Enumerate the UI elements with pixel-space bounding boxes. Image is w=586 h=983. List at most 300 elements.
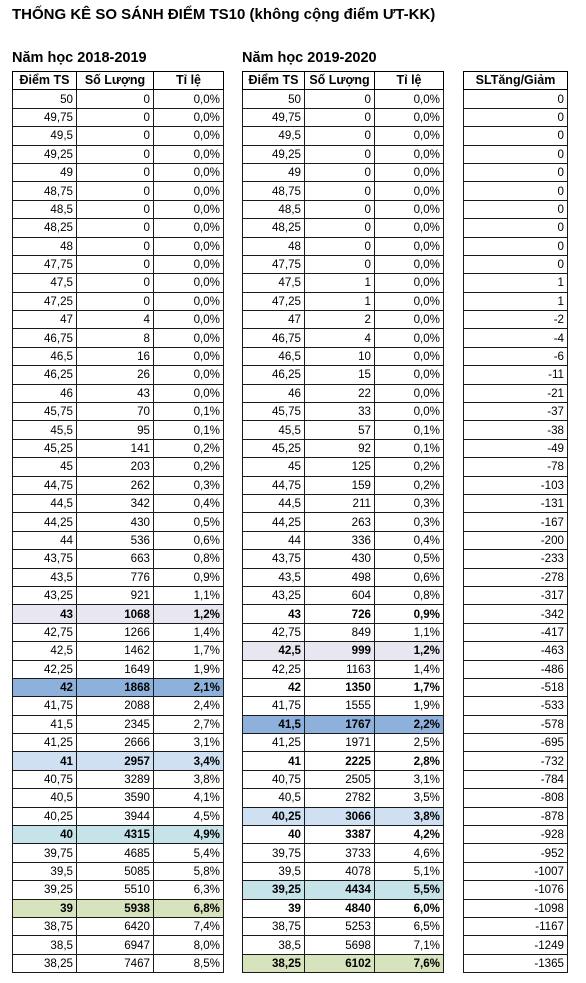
cell-ti-le: 0,0%	[375, 347, 444, 365]
cell-so-luong: 1350	[305, 678, 375, 696]
cell-diem-ts: 45	[243, 458, 305, 476]
cell-so-luong: 2505	[305, 770, 375, 788]
table-row	[464, 311, 568, 329]
cell-so-luong: 0	[305, 182, 375, 200]
table-row	[243, 163, 444, 181]
cell-sl-tang-giam: -38	[464, 421, 568, 439]
cell-sl-tang-giam: -4	[464, 329, 568, 347]
cell-so-luong: 0	[77, 274, 154, 292]
cell-ti-le: 0,1%	[375, 439, 444, 457]
cell-ti-le: 0,9%	[375, 605, 444, 623]
cell-so-luong: 430	[305, 550, 375, 568]
cell-diem-ts: 41,75	[243, 697, 305, 715]
table-row	[243, 715, 444, 733]
cell-so-luong: 1462	[77, 642, 154, 660]
cell-so-luong: 4078	[305, 862, 375, 880]
cell-ti-le: 4,9%	[154, 826, 224, 844]
cell-diem-ts: 49,5	[243, 127, 305, 145]
table-row	[243, 550, 444, 568]
cell-ti-le: 2,1%	[154, 678, 224, 696]
cell-so-luong: 263	[305, 513, 375, 531]
cell-ti-le: 0,6%	[154, 531, 224, 549]
table-row	[464, 163, 568, 181]
cell-ti-le: 0,0%	[375, 292, 444, 310]
cell-so-luong: 921	[77, 586, 154, 604]
cell-so-luong: 5938	[77, 899, 154, 917]
table-row	[13, 458, 224, 476]
cell-sl-tang-giam: 0	[464, 200, 568, 218]
table-row	[464, 734, 568, 752]
cell-ti-le: 4,1%	[154, 789, 224, 807]
cell-sl-tang-giam: -49	[464, 439, 568, 457]
table-row	[13, 715, 224, 733]
cell-diem-ts: 46,25	[13, 366, 77, 384]
table-row	[243, 623, 444, 641]
cell-diem-ts: 45	[13, 458, 77, 476]
cell-diem-ts: 43,5	[243, 568, 305, 586]
cell-so-luong: 498	[305, 568, 375, 586]
cell-ti-le: 7,1%	[375, 936, 444, 954]
year-2019-2020-label: Năm học 2019-2020	[242, 50, 377, 66]
cell-so-luong: 3066	[305, 807, 375, 825]
cell-diem-ts: 46,5	[13, 347, 77, 365]
cell-diem-ts: 39,75	[13, 844, 77, 862]
cell-so-luong: 3733	[305, 844, 375, 862]
cell-ti-le: 0,0%	[154, 127, 224, 145]
table-row	[464, 366, 568, 384]
table-row	[243, 568, 444, 586]
cell-diem-ts: 39,25	[13, 881, 77, 899]
cell-ti-le: 0,0%	[375, 145, 444, 163]
cell-sl-tang-giam: 0	[464, 163, 568, 181]
cell-ti-le: 0,2%	[375, 476, 444, 494]
cell-diem-ts: 49,75	[243, 108, 305, 126]
cell-sl-tang-giam: 1	[464, 274, 568, 292]
table-row	[13, 862, 224, 880]
cell-ti-le: 0,1%	[154, 403, 224, 421]
cell-diem-ts: 46	[243, 384, 305, 402]
table-row	[243, 237, 444, 255]
cell-diem-ts: 50	[13, 90, 77, 108]
cell-ti-le: 0,0%	[154, 145, 224, 163]
table-row	[243, 917, 444, 935]
cell-so-luong: 0	[305, 127, 375, 145]
cell-ti-le: 3,5%	[375, 789, 444, 807]
cell-so-luong: 0	[305, 108, 375, 126]
cell-so-luong: 2345	[77, 715, 154, 733]
cell-so-luong: 0	[305, 163, 375, 181]
table-row	[13, 513, 224, 531]
cell-diem-ts: 49	[243, 163, 305, 181]
cell-so-luong: 70	[77, 403, 154, 421]
table-row	[13, 329, 224, 347]
cell-ti-le: 5,8%	[154, 862, 224, 880]
table-row	[243, 90, 444, 108]
cell-diem-ts: 43,5	[13, 568, 77, 586]
cell-ti-le: 0,2%	[154, 439, 224, 457]
cell-ti-le: 2,2%	[375, 715, 444, 733]
cell-so-luong: 57	[305, 421, 375, 439]
cell-ti-le: 0,0%	[375, 108, 444, 126]
cell-ti-le: 4,2%	[375, 826, 444, 844]
cell-sl-tang-giam: -11	[464, 366, 568, 384]
table-row	[13, 660, 224, 678]
cell-diem-ts: 40,25	[13, 807, 77, 825]
cell-sl-tang-giam: 0	[464, 182, 568, 200]
cell-ti-le: 3,8%	[154, 770, 224, 788]
cell-diem-ts: 43,75	[13, 550, 77, 568]
table-row	[464, 917, 568, 935]
table-row	[13, 936, 224, 954]
cell-sl-tang-giam: -37	[464, 403, 568, 421]
cell-diem-ts: 42,75	[13, 623, 77, 641]
table-row	[464, 292, 568, 310]
table-row	[464, 237, 568, 255]
cell-ti-le: 6,8%	[154, 899, 224, 917]
table-row	[13, 605, 224, 623]
table-row	[243, 844, 444, 862]
table-row	[243, 881, 444, 899]
table-row	[464, 954, 568, 972]
table-row	[243, 145, 444, 163]
cell-so-luong: 0	[77, 292, 154, 310]
cell-ti-le: 0,0%	[154, 200, 224, 218]
table-row	[243, 219, 444, 237]
cell-ti-le: 0,9%	[154, 568, 224, 586]
cell-sl-tang-giam: -167	[464, 513, 568, 531]
cell-ti-le: 7,4%	[154, 917, 224, 935]
cell-diem-ts: 44,75	[13, 476, 77, 494]
cell-sl-tang-giam: -131	[464, 494, 568, 512]
cell-sl-tang-giam: 0	[464, 237, 568, 255]
table-row	[13, 127, 224, 145]
table-row	[243, 660, 444, 678]
cell-ti-le: 5,4%	[154, 844, 224, 862]
table-row	[464, 255, 568, 273]
table-2018-2019	[12, 71, 224, 973]
cell-diem-ts: 42,25	[243, 660, 305, 678]
cell-so-luong: 3590	[77, 789, 154, 807]
table-row	[464, 678, 568, 696]
cell-sl-tang-giam: -808	[464, 789, 568, 807]
cell-so-luong: 0	[77, 182, 154, 200]
cell-diem-ts: 49,75	[13, 108, 77, 126]
cell-ti-le: 4,5%	[154, 807, 224, 825]
cell-ti-le: 0,1%	[154, 421, 224, 439]
table-row	[243, 329, 444, 347]
cell-so-luong: 342	[77, 494, 154, 512]
col-header-so-luong: Số Lượng	[77, 72, 154, 90]
table-row	[464, 789, 568, 807]
table-row	[464, 421, 568, 439]
table-row	[243, 642, 444, 660]
cell-ti-le: 6,5%	[375, 917, 444, 935]
table-row	[243, 678, 444, 696]
table-row	[13, 917, 224, 935]
cell-diem-ts: 45,25	[243, 439, 305, 457]
cell-diem-ts: 41,25	[13, 734, 77, 752]
table-row	[464, 329, 568, 347]
cell-diem-ts: 38,25	[243, 954, 305, 972]
cell-diem-ts: 40,75	[243, 770, 305, 788]
col-header-ti-le: Tỉ lệ	[154, 72, 224, 90]
table-row	[243, 697, 444, 715]
cell-so-luong: 95	[77, 421, 154, 439]
table-row	[13, 881, 224, 899]
table-row	[243, 200, 444, 218]
table-row	[13, 403, 224, 421]
table-row	[13, 734, 224, 752]
cell-ti-le: 0,1%	[375, 421, 444, 439]
table-row	[243, 439, 444, 457]
table-row	[13, 678, 224, 696]
cell-ti-le: 0,0%	[375, 311, 444, 329]
cell-so-luong: 1163	[305, 660, 375, 678]
table-row	[464, 531, 568, 549]
cell-ti-le: 5,5%	[375, 881, 444, 899]
cell-ti-le: 0,0%	[154, 182, 224, 200]
cell-so-luong: 1266	[77, 623, 154, 641]
cell-so-luong: 1	[305, 274, 375, 292]
table-row	[243, 366, 444, 384]
cell-so-luong: 1971	[305, 734, 375, 752]
table-row	[243, 770, 444, 788]
cell-diem-ts: 42	[243, 678, 305, 696]
cell-so-luong: 5085	[77, 862, 154, 880]
cell-diem-ts: 48	[13, 237, 77, 255]
cell-so-luong: 0	[305, 145, 375, 163]
page-title: THỐNG KÊ SO SÁNH ĐIỂM TS10 (không cộng điểm ƯT-KK)	[12, 6, 436, 23]
table-sl-tang-giam	[463, 71, 568, 973]
cell-ti-le: 0,0%	[375, 163, 444, 181]
cell-ti-le: 2,7%	[154, 715, 224, 733]
table-row	[13, 237, 224, 255]
cell-ti-le: 0,5%	[154, 513, 224, 531]
cell-ti-le: 0,0%	[154, 90, 224, 108]
table-row	[13, 899, 224, 917]
cell-so-luong: 5510	[77, 881, 154, 899]
cell-ti-le: 5,1%	[375, 862, 444, 880]
cell-ti-le: 3,1%	[375, 770, 444, 788]
cell-so-luong: 4315	[77, 826, 154, 844]
table-row	[13, 200, 224, 218]
cell-diem-ts: 47,75	[13, 255, 77, 273]
cell-diem-ts: 38,5	[13, 936, 77, 954]
cell-ti-le: 0,0%	[154, 274, 224, 292]
cell-ti-le: 0,0%	[375, 127, 444, 145]
cell-diem-ts: 49,25	[243, 145, 305, 163]
cell-so-luong: 2782	[305, 789, 375, 807]
table-row	[464, 770, 568, 788]
table-row	[13, 807, 224, 825]
cell-diem-ts: 44,5	[243, 494, 305, 512]
cell-ti-le: 0,0%	[154, 255, 224, 273]
cell-sl-tang-giam: -103	[464, 476, 568, 494]
cell-so-luong: 0	[77, 219, 154, 237]
cell-ti-le: 1,4%	[154, 623, 224, 641]
cell-diem-ts: 46,5	[243, 347, 305, 365]
cell-ti-le: 0,0%	[154, 366, 224, 384]
table-row	[243, 494, 444, 512]
table-row	[13, 439, 224, 457]
cell-ti-le: 4,6%	[375, 844, 444, 862]
table-row	[13, 384, 224, 402]
table-row	[13, 219, 224, 237]
cell-ti-le: 0,0%	[154, 292, 224, 310]
cell-so-luong: 0	[77, 127, 154, 145]
cell-sl-tang-giam: -928	[464, 826, 568, 844]
cell-so-luong: 663	[77, 550, 154, 568]
cell-sl-tang-giam: -1007	[464, 862, 568, 880]
cell-so-luong: 6420	[77, 917, 154, 935]
cell-sl-tang-giam: -533	[464, 697, 568, 715]
table-row	[464, 623, 568, 641]
cell-so-luong: 5698	[305, 936, 375, 954]
cell-so-luong: 1555	[305, 697, 375, 715]
cell-ti-le: 0,0%	[154, 311, 224, 329]
cell-diem-ts: 39	[13, 899, 77, 917]
table-row	[13, 697, 224, 715]
table-row	[464, 458, 568, 476]
cell-diem-ts: 47,5	[243, 274, 305, 292]
cell-diem-ts: 45,5	[13, 421, 77, 439]
cell-diem-ts: 41,5	[13, 715, 77, 733]
table-row	[13, 586, 224, 604]
cell-ti-le: 1,7%	[375, 678, 444, 696]
cell-diem-ts: 44,25	[243, 513, 305, 531]
table-row	[13, 550, 224, 568]
cell-so-luong: 6102	[305, 954, 375, 972]
table-row	[243, 586, 444, 604]
cell-so-luong: 43	[77, 384, 154, 402]
table-row	[464, 568, 568, 586]
table-row	[243, 421, 444, 439]
cell-diem-ts: 47,75	[243, 255, 305, 273]
cell-diem-ts: 41	[13, 752, 77, 770]
cell-so-luong: 849	[305, 623, 375, 641]
table-row	[13, 182, 224, 200]
cell-ti-le: 0,0%	[375, 384, 444, 402]
year-2018-2019-label: Năm học 2018-2019	[12, 50, 147, 66]
cell-diem-ts: 43,75	[243, 550, 305, 568]
cell-diem-ts: 42,5	[13, 642, 77, 660]
cell-diem-ts: 42,25	[13, 660, 77, 678]
table-row	[464, 807, 568, 825]
cell-so-luong: 726	[305, 605, 375, 623]
table-row	[243, 108, 444, 126]
cell-ti-le: 0,0%	[375, 329, 444, 347]
table-row	[243, 936, 444, 954]
table-row	[243, 311, 444, 329]
cell-ti-le: 1,9%	[154, 660, 224, 678]
table-row	[13, 311, 224, 329]
table-row	[243, 458, 444, 476]
cell-so-luong: 159	[305, 476, 375, 494]
cell-diem-ts: 50	[243, 90, 305, 108]
table-row	[464, 697, 568, 715]
table-row	[464, 108, 568, 126]
cell-sl-tang-giam: -233	[464, 550, 568, 568]
table-row	[464, 550, 568, 568]
cell-diem-ts: 41,5	[243, 715, 305, 733]
cell-so-luong: 1868	[77, 678, 154, 696]
table-row	[464, 660, 568, 678]
cell-so-luong: 999	[305, 642, 375, 660]
table-row	[13, 108, 224, 126]
table-row	[13, 274, 224, 292]
cell-diem-ts: 47,25	[13, 292, 77, 310]
cell-diem-ts: 47	[13, 311, 77, 329]
cell-so-luong: 15	[305, 366, 375, 384]
cell-sl-tang-giam: -878	[464, 807, 568, 825]
cell-so-luong: 4434	[305, 881, 375, 899]
table-2019-2020	[242, 71, 444, 973]
cell-so-luong: 430	[77, 513, 154, 531]
cell-so-luong: 8	[77, 329, 154, 347]
table-row	[243, 862, 444, 880]
table-row	[13, 568, 224, 586]
cell-diem-ts: 48,5	[243, 200, 305, 218]
cell-ti-le: 1,4%	[375, 660, 444, 678]
col-header-diem-ts: Điểm TS	[243, 72, 305, 90]
cell-so-luong: 0	[305, 90, 375, 108]
table-row	[13, 90, 224, 108]
cell-diem-ts: 45,5	[243, 421, 305, 439]
cell-sl-tang-giam: -78	[464, 458, 568, 476]
table-row	[464, 605, 568, 623]
cell-sl-tang-giam: -952	[464, 844, 568, 862]
cell-sl-tang-giam: -278	[464, 568, 568, 586]
cell-ti-le: 7,6%	[375, 954, 444, 972]
cell-ti-le: 3,8%	[375, 807, 444, 825]
table-row	[464, 899, 568, 917]
cell-so-luong: 604	[305, 586, 375, 604]
cell-diem-ts: 40,5	[13, 789, 77, 807]
cell-ti-le: 0,4%	[375, 531, 444, 549]
cell-so-luong: 536	[77, 531, 154, 549]
table-row	[464, 642, 568, 660]
cell-so-luong: 1	[305, 292, 375, 310]
cell-sl-tang-giam: -317	[464, 586, 568, 604]
cell-diem-ts: 48	[243, 237, 305, 255]
cell-sl-tang-giam: -417	[464, 623, 568, 641]
cell-sl-tang-giam: -463	[464, 642, 568, 660]
cell-ti-le: 0,8%	[154, 550, 224, 568]
table-row	[243, 899, 444, 917]
col-header-sl-tang-giam: SLTăng/Giảm	[464, 72, 568, 90]
cell-so-luong: 2088	[77, 697, 154, 715]
table-row	[464, 752, 568, 770]
cell-so-luong: 92	[305, 439, 375, 457]
table-row	[243, 752, 444, 770]
table-row	[13, 623, 224, 641]
cell-diem-ts: 41,25	[243, 734, 305, 752]
cell-so-luong: 3289	[77, 770, 154, 788]
cell-ti-le: 0,0%	[375, 403, 444, 421]
cell-diem-ts: 39,25	[243, 881, 305, 899]
cell-so-luong: 6947	[77, 936, 154, 954]
cell-ti-le: 2,5%	[375, 734, 444, 752]
cell-sl-tang-giam: 0	[464, 90, 568, 108]
cell-diem-ts: 48,25	[13, 219, 77, 237]
table-row	[464, 881, 568, 899]
cell-so-luong: 2225	[305, 752, 375, 770]
cell-ti-le: 0,0%	[154, 219, 224, 237]
table-row	[13, 366, 224, 384]
cell-so-luong: 2666	[77, 734, 154, 752]
cell-diem-ts: 47,25	[243, 292, 305, 310]
table-row	[464, 826, 568, 844]
